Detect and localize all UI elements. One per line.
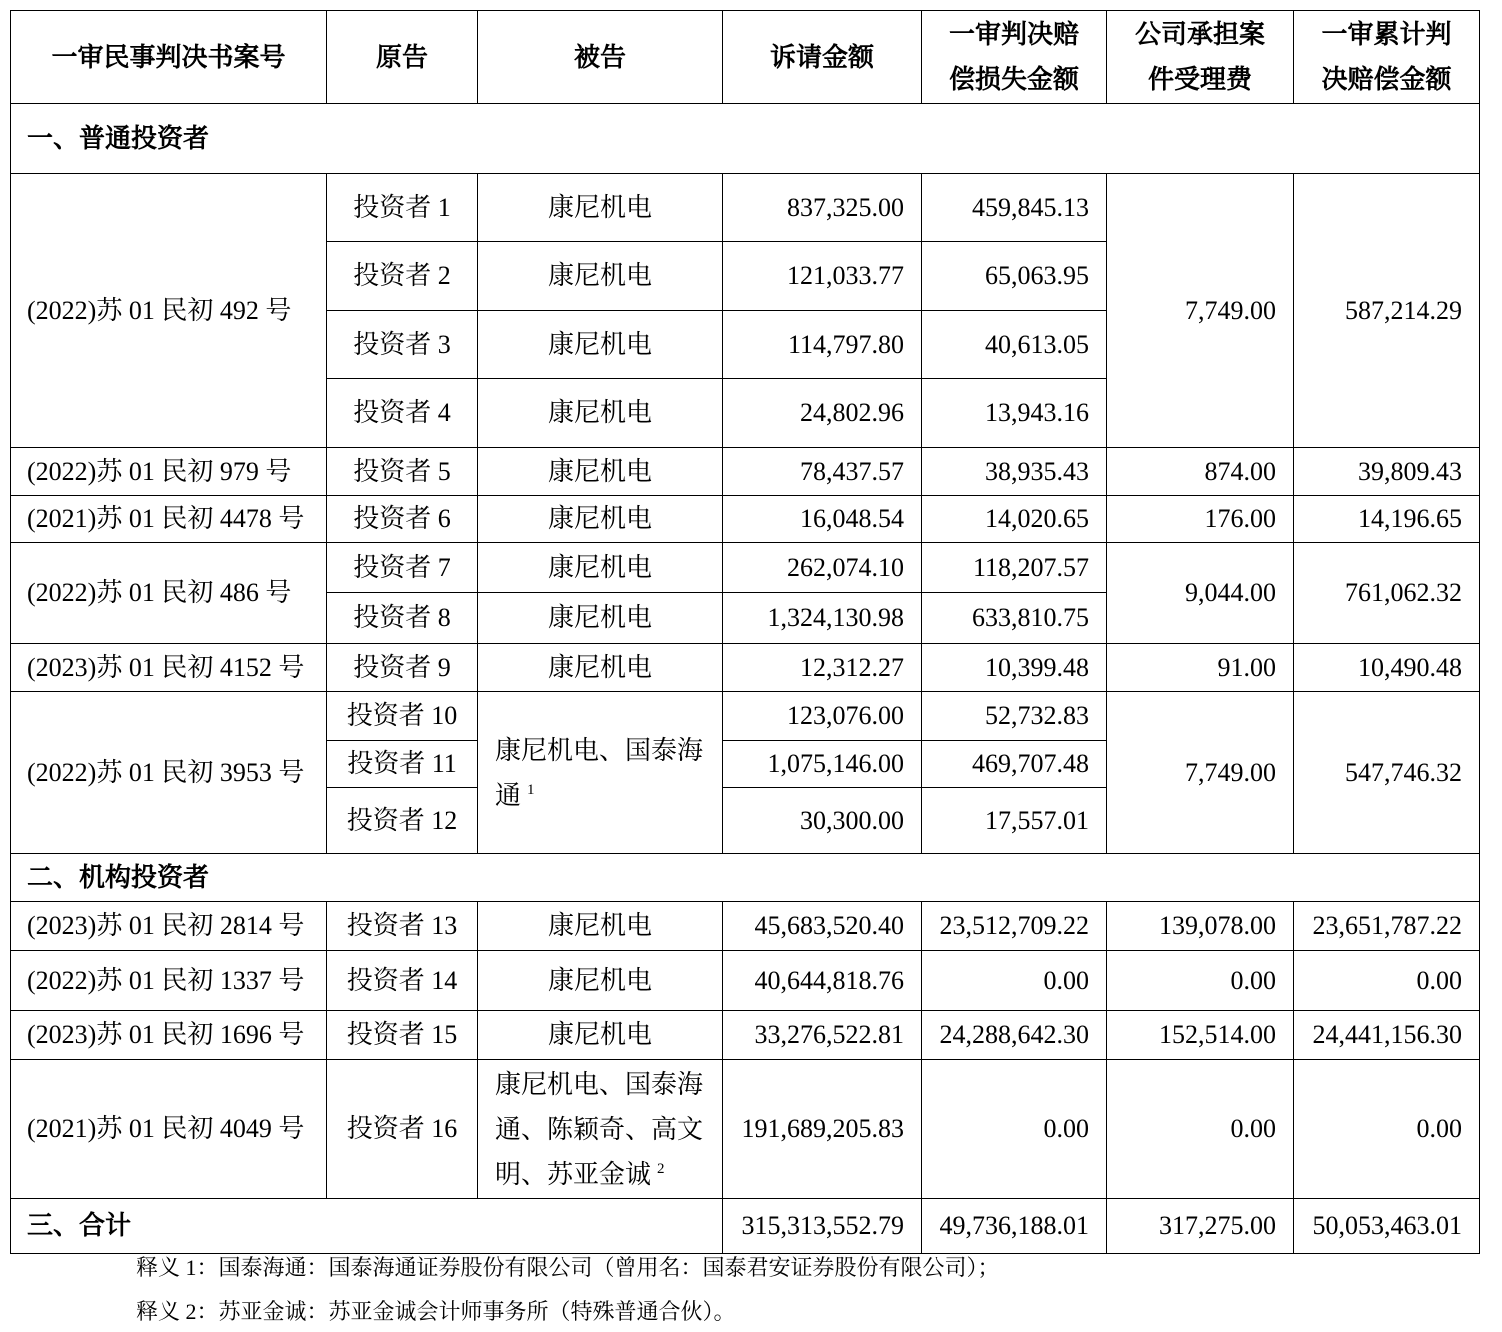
case-number: (2022)苏 01 民初 979 号	[11, 448, 327, 496]
defendant: 康尼机电	[478, 174, 723, 242]
header-court-fee	[1107, 11, 1294, 104]
table-row	[11, 1011, 1480, 1060]
claim-amount: 1,075,146.00	[723, 741, 922, 788]
claim-amount: 16,048.54	[723, 496, 922, 543]
header-claim-amount: 诉请金额	[723, 11, 922, 104]
defendant: 康尼机电	[478, 242, 723, 311]
footnote-2: 释义 2：苏亚金诚：苏亚金诚会计师事务所（特殊普通合伙）。	[136, 1299, 736, 1324]
plaintiff: 投资者 16	[327, 1060, 478, 1199]
judgment-amount: 17,557.01	[922, 788, 1107, 854]
plaintiff: 投资者 12	[327, 788, 478, 854]
court-fee: 7,749.00	[1107, 692, 1294, 854]
claim-amount: 40,644,818.76	[723, 951, 922, 1011]
cumulative-amount: 0.00	[1294, 1060, 1480, 1199]
case-number: (2023)苏 01 民初 4152 号	[11, 644, 327, 692]
claim-amount: 123,076.00	[723, 692, 922, 741]
defendant	[478, 692, 723, 854]
cumulative-amount: 10,490.48	[1294, 644, 1480, 692]
total-court-fee: 317,275.00	[1107, 1199, 1294, 1254]
cumulative-amount: 587,214.29	[1294, 174, 1480, 448]
table-row	[11, 174, 1480, 242]
case-number: (2022)苏 01 民初 1337 号	[11, 951, 327, 1011]
cumulative-amount: 0.00	[1294, 951, 1480, 1011]
judgment-amount: 13,943.16	[922, 379, 1107, 448]
judgment-amount: 24,288,642.30	[922, 1011, 1107, 1060]
footnote-marker: 2	[657, 1160, 665, 1177]
claim-amount: 191,689,205.83	[723, 1060, 922, 1199]
plaintiff: 投资者 1	[327, 174, 478, 242]
total-judgment-amount: 49,736,188.01	[922, 1199, 1107, 1254]
plaintiff: 投资者 3	[327, 311, 478, 379]
case-number: (2021)苏 01 民初 4049 号	[11, 1060, 327, 1199]
case-number: (2023)苏 01 民初 1696 号	[11, 1011, 327, 1060]
cumulative-amount: 24,441,156.30	[1294, 1011, 1480, 1060]
claim-amount: 33,276,522.81	[723, 1011, 922, 1060]
claim-amount: 837,325.00	[723, 174, 922, 242]
header-row	[11, 11, 1480, 104]
section-title: 一、普通投资者	[11, 104, 1480, 174]
court-fee: 176.00	[1107, 496, 1294, 543]
defendant: 康尼机电	[478, 644, 723, 692]
table-row	[11, 902, 1480, 951]
table-row	[11, 692, 1480, 741]
table-row	[11, 644, 1480, 692]
judgment-amount: 38,935.43	[922, 448, 1107, 496]
header-judgment-amount-label: 一审判决赔偿损失金额	[948, 20, 1079, 94]
plaintiff: 投资者 6	[327, 496, 478, 543]
claim-amount: 78,437.57	[723, 448, 922, 496]
plaintiff: 投资者 11	[327, 741, 478, 788]
claim-amount: 121,033.77	[723, 242, 922, 311]
table-row	[11, 448, 1480, 496]
court-fee: 139,078.00	[1107, 902, 1294, 951]
claim-amount: 30,300.00	[723, 788, 922, 854]
defendant: 康尼机电	[478, 543, 723, 593]
judgment-amount: 10,399.48	[922, 644, 1107, 692]
claim-amount: 24,802.96	[723, 379, 922, 448]
header-court-fee-label: 公司承担案件受理费	[1134, 20, 1265, 94]
header-cumulative-amount-label: 一审累计判决赔偿金额	[1321, 20, 1452, 94]
judgment-amount: 118,207.57	[922, 543, 1107, 593]
header-plaintiff: 原告	[327, 11, 478, 104]
defendant: 康尼机电	[478, 448, 723, 496]
plaintiff: 投资者 15	[327, 1011, 478, 1060]
plaintiff: 投资者 9	[327, 644, 478, 692]
defendant: 康尼机电	[478, 379, 723, 448]
cumulative-amount: 14,196.65	[1294, 496, 1480, 543]
total-claim-amount: 315,313,552.79	[723, 1199, 922, 1254]
compensation-table	[10, 10, 1480, 1254]
court-fee: 9,044.00	[1107, 543, 1294, 644]
section-title: 二、机构投资者	[11, 854, 1480, 902]
defendant: 康尼机电	[478, 593, 723, 644]
cumulative-amount: 547,746.32	[1294, 692, 1480, 854]
court-fee: 91.00	[1107, 644, 1294, 692]
court-fee: 152,514.00	[1107, 1011, 1294, 1060]
section-row	[11, 104, 1480, 174]
claim-amount: 1,324,130.98	[723, 593, 922, 644]
judgment-amount: 633,810.75	[922, 593, 1107, 644]
plaintiff: 投资者 2	[327, 242, 478, 311]
judgment-amount: 23,512,709.22	[922, 902, 1107, 951]
header-cumulative-amount	[1294, 11, 1480, 104]
defendant: 康尼机电	[478, 496, 723, 543]
plaintiff: 投资者 13	[327, 902, 478, 951]
table-row	[11, 543, 1480, 593]
table-row	[11, 951, 1480, 1011]
defendant: 康尼机电	[478, 902, 723, 951]
court-fee: 0.00	[1107, 1060, 1294, 1199]
plaintiff: 投资者 5	[327, 448, 478, 496]
header-defendant: 被告	[478, 11, 723, 104]
cumulative-amount: 23,651,787.22	[1294, 902, 1480, 951]
total-label: 三、合计	[11, 1199, 723, 1254]
court-fee: 0.00	[1107, 951, 1294, 1011]
defendant: 康尼机电	[478, 311, 723, 379]
case-number: (2021)苏 01 民初 4478 号	[11, 496, 327, 543]
cumulative-amount: 761,062.32	[1294, 543, 1480, 644]
defendant-names: 康尼机电、国泰海通、陈颖奇、高文明、苏亚金诚	[495, 1069, 704, 1189]
defendant-names: 康尼机电、国泰海通	[495, 735, 704, 810]
total-row	[11, 1199, 1480, 1254]
defendant	[478, 1060, 723, 1199]
table-row	[11, 1060, 1480, 1199]
court-fee: 7,749.00	[1107, 174, 1294, 448]
plaintiff: 投资者 14	[327, 951, 478, 1011]
case-number: (2023)苏 01 民初 2814 号	[11, 902, 327, 951]
header-case-no: 一审民事判决书案号	[11, 11, 327, 104]
judgment-amount: 14,020.65	[922, 496, 1107, 543]
case-number: (2022)苏 01 民初 3953 号	[11, 692, 327, 854]
plaintiff: 投资者 7	[327, 543, 478, 593]
claim-amount: 262,074.10	[723, 543, 922, 593]
plaintiff: 投资者 8	[327, 593, 478, 644]
judgment-amount: 40,613.05	[922, 311, 1107, 379]
judgment-amount: 0.00	[922, 1060, 1107, 1199]
case-number: (2022)苏 01 民初 486 号	[11, 543, 327, 644]
court-fee: 874.00	[1107, 448, 1294, 496]
case-number: (2022)苏 01 民初 492 号	[11, 174, 327, 448]
footnote-marker: 1	[527, 781, 535, 798]
judgment-amount: 0.00	[922, 951, 1107, 1011]
judgment-amount: 459,845.13	[922, 174, 1107, 242]
judgment-amount: 52,732.83	[922, 692, 1107, 741]
section-row	[11, 854, 1480, 902]
plaintiff: 投资者 10	[327, 692, 478, 741]
defendant: 康尼机电	[478, 1011, 723, 1060]
claim-amount: 12,312.27	[723, 644, 922, 692]
defendant: 康尼机电	[478, 951, 723, 1011]
judgment-amount: 65,063.95	[922, 242, 1107, 311]
judgment-amount: 469,707.48	[922, 741, 1107, 788]
header-judgment-amount	[922, 11, 1107, 104]
total-cumulative-amount: 50,053,463.01	[1294, 1199, 1480, 1254]
cumulative-amount: 39,809.43	[1294, 448, 1480, 496]
claim-amount: 114,797.80	[723, 311, 922, 379]
claim-amount: 45,683,520.40	[723, 902, 922, 951]
footnote-1: 释义 1：国泰海通：国泰海通证券股份有限公司（曾用名：国泰君安证券股份有限公司）；	[136, 1255, 1000, 1280]
plaintiff: 投资者 4	[327, 379, 478, 448]
table-row	[11, 496, 1480, 543]
